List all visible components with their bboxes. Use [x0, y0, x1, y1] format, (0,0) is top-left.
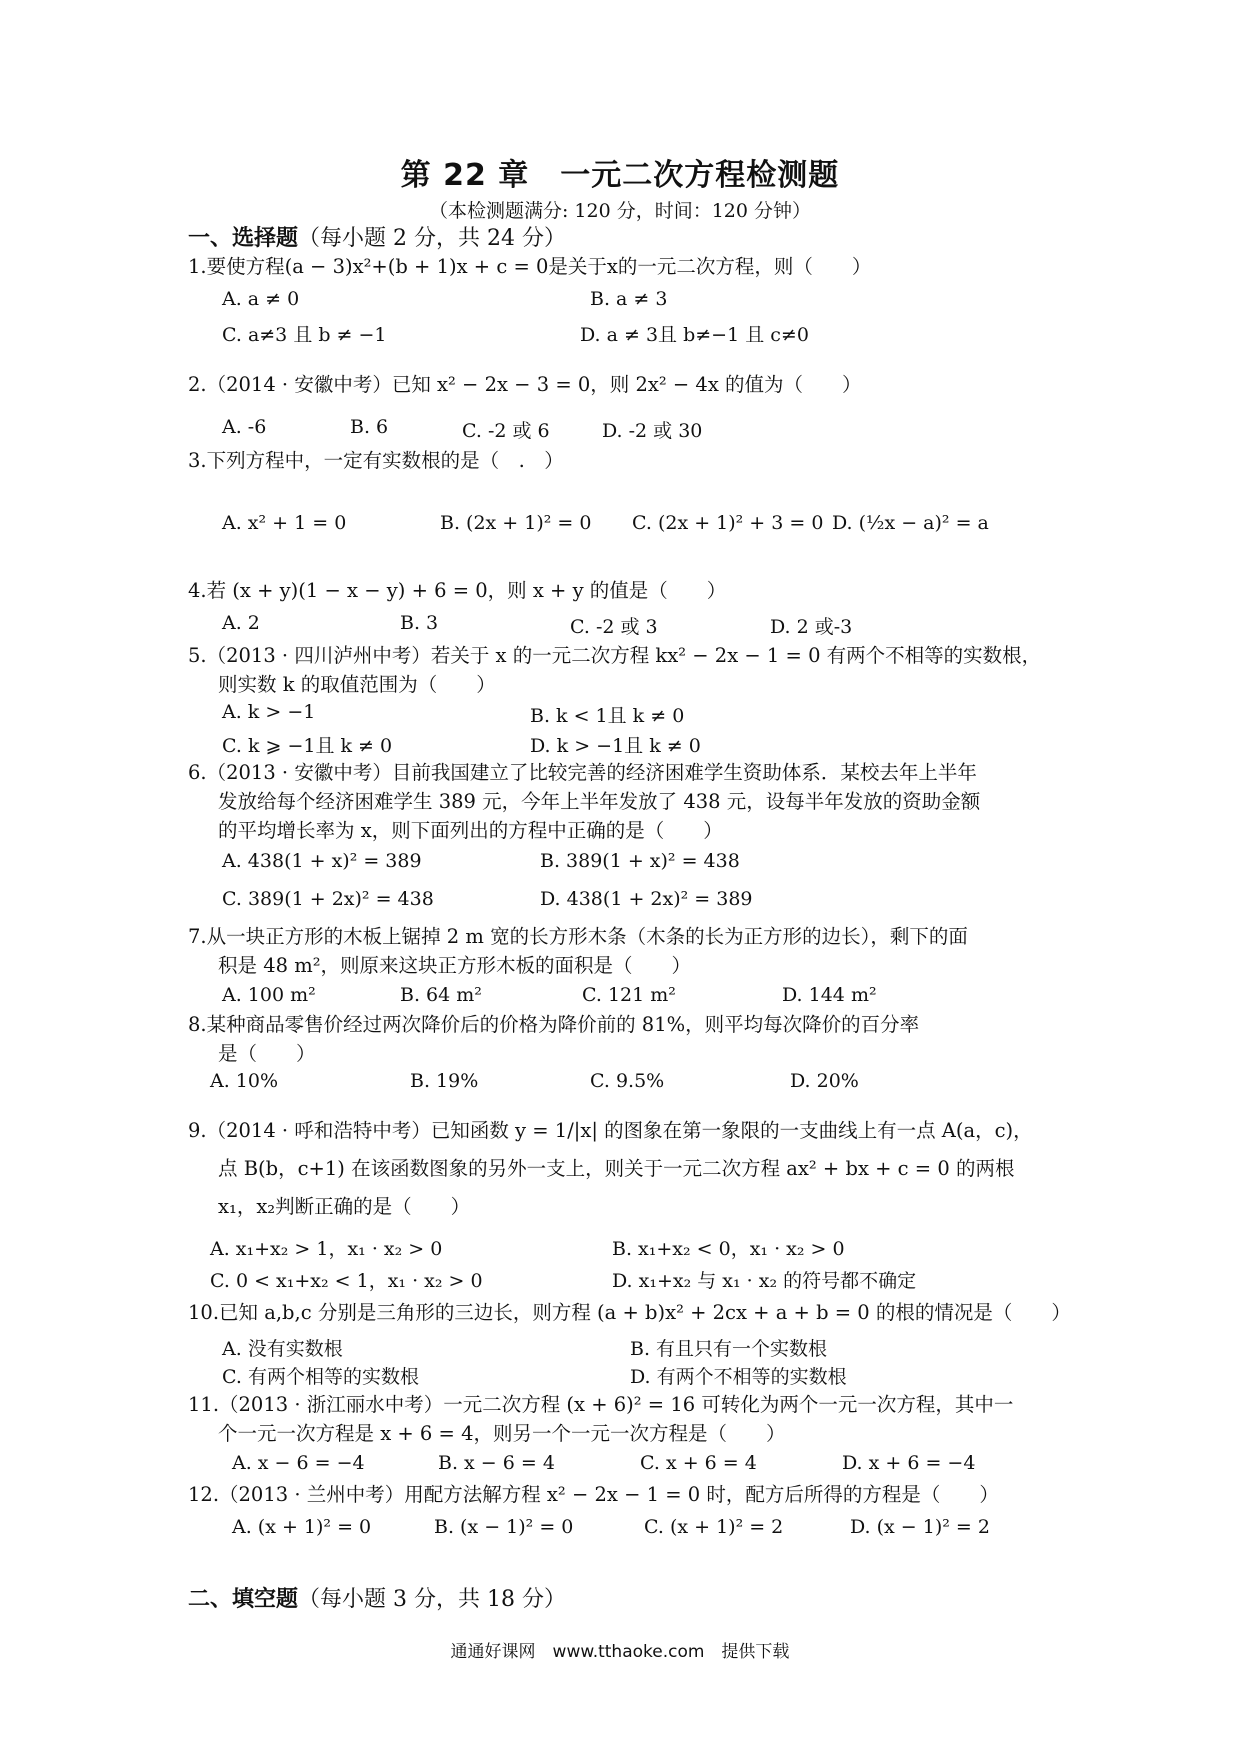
- section-label: 一、选择题: [188, 226, 299, 251]
- option-d: D. 438(1 + 2x)² = 389: [540, 888, 753, 910]
- option-c: C. 121 m²: [582, 984, 676, 1006]
- option-b: B. 389(1 + x)² = 438: [540, 850, 740, 872]
- option-d: D. -2 或 30: [602, 420, 703, 442]
- option-c: C. (x + 1)² = 2: [644, 1516, 784, 1538]
- option-b: B. 3: [400, 612, 439, 634]
- option-c: C. k ⩾ −1且 k ≠ 0: [222, 735, 393, 757]
- option-d: D. (x − 1)² = 2: [850, 1516, 990, 1538]
- option-d: D. 144 m²: [782, 984, 877, 1006]
- option-a: A. a ≠ 0: [222, 288, 300, 310]
- option-c: C. x + 6 = 4: [640, 1452, 757, 1474]
- page-title: 第 22 章 一元二次方程检测题: [400, 158, 840, 193]
- question-12: 12.（2013 · 兰州中考）用配方法解方程 x² − 2x − 1 = 0 时，配方后所得的方程是（ ）: [188, 1483, 999, 1506]
- option-d: D. 有两个不相等的实数根: [630, 1366, 847, 1388]
- section-note: （每小题 3 分，共 18 分）: [298, 1587, 566, 1612]
- section-choice-heading: [188, 221, 566, 252]
- option-a: A. 2: [222, 612, 260, 634]
- option-a: A. 10%: [210, 1070, 279, 1092]
- option-d: D. k > −1且 k ≠ 0: [530, 735, 701, 757]
- option-c: C. 0 < x₁+x₂ < 1，x₁ · x₂ > 0: [210, 1270, 483, 1292]
- question-3: 3.下列方程中，一定有实数根的是（ . ）: [188, 449, 564, 472]
- option-c: C. -2 或 3: [570, 616, 658, 638]
- question-5: 5.（2013 · 四川泸州中考）若关于 x 的一元二次方程 kx² − 2x − 1 = 0 有两个不相等的实数根， 则实数 k 的取值范围为（ ）: [188, 644, 1042, 696]
- option-b: B. 6: [350, 416, 389, 438]
- question-8: 8.某种商品零售价经过两次降价后的价格为降价前的 81%，则平均每次降价的百分率 是（ ）: [188, 1013, 920, 1065]
- option-b: B. x₁+x₂ < 0，x₁ · x₂ > 0: [612, 1238, 845, 1260]
- option-c: C. -2 或 6: [462, 420, 550, 442]
- option-b: B. (2x + 1)² = 0: [440, 512, 592, 534]
- section-fill-heading: [188, 1582, 566, 1613]
- section-label: 二、填空题: [188, 1587, 299, 1612]
- option-a: A. 438(1 + x)² = 389: [222, 850, 422, 872]
- option-a: A. x₁+x₂ > 1，x₁ · x₂ > 0: [210, 1238, 443, 1260]
- question-11: 11.（2013 · 浙江丽水中考）一元二次方程 (x + 6)² = 16 可转化为两个一元一次方程，其中一 个一元一次方程是 x + 6 = 4，则另一个一元一次方程是（ ）: [188, 1393, 1014, 1445]
- option-b: B. x − 6 = 4: [438, 1452, 555, 1474]
- question-10: 10.已知 a,b,c 分别是三角形的三边长，则方程 (a + b)x² + 2cx + a + b = 0 的根的情况是（ ）: [188, 1301, 1071, 1324]
- option-c: C. 9.5%: [590, 1070, 665, 1092]
- option-d: D. (½x − a)² = a: [832, 512, 989, 534]
- option-b: B. a ≠ 3: [590, 288, 668, 310]
- option-d: D. x + 6 = −4: [842, 1452, 976, 1474]
- option-d: D. 2 或-3: [770, 616, 853, 638]
- option-a: A. x² + 1 = 0: [222, 512, 347, 534]
- page-subtitle: （本检测题满分: 120 分，时间：120 分钟）: [428, 200, 812, 222]
- option-a: A. x − 6 = −4: [232, 1452, 365, 1474]
- option-a: A. 没有实数根: [222, 1338, 343, 1360]
- option-b: B. 64 m²: [400, 984, 482, 1006]
- question-4: 4.若 (x + y)(1 − x − y) + 6 = 0，则 x + y 的值是（ ）: [188, 579, 727, 602]
- question-2: 2.（2014 · 安徽中考）已知 x² − 2x − 3 = 0，则 2x² − 4x 的值为（ ）: [188, 373, 862, 396]
- section-note: （每小题 2 分，共 24 分）: [298, 226, 566, 251]
- page-footer: 通通好课网 www.tthaoke.com 提供下载: [450, 1642, 790, 1662]
- option-a: A. k > −1: [222, 701, 316, 723]
- option-a: A. -6: [222, 416, 267, 438]
- option-b: B. k < 1且 k ≠ 0: [530, 705, 685, 727]
- option-d: D. x₁+x₂ 与 x₁ · x₂ 的符号都不确定: [612, 1270, 917, 1292]
- option-d: D. 20%: [790, 1070, 859, 1092]
- question-6: 6.（2013 · 安徽中考）目前我国建立了比较完善的经济困难学生资助体系．某校去年上半年 发放给每个经济困难学生 389 元，今年上半年发放了 438 元，设每半年发放的资助金额 的平均增长率为 x，则下面列出的方程中正确的是（ ）: [188, 761, 981, 842]
- option-c: C. a≠3 且 b ≠ −1: [222, 324, 387, 346]
- option-c: C. 389(1 + 2x)² = 438: [222, 888, 434, 910]
- question-1: 1.要使方程(a − 3)x²+(b + 1)x + c = 0是关于x的一元二次方程，则（ ）: [188, 255, 872, 278]
- option-d: D. a ≠ 3且 b≠−1 且 c≠0: [580, 324, 809, 346]
- option-c: C. (2x + 1)² + 3 = 0: [632, 512, 824, 534]
- question-7: 7.从一块正方形的木板上锯掉 2 m 宽的长方形木条（木条的长为正方形的边长），剩下的面 积是 48 m²，则原来这块正方形木板的面积是（ ）: [188, 925, 968, 977]
- question-9: 9.（2014 · 呼和浩特中考）已知函数 y = 1/|x| 的图象在第一象限的一支曲线上有一点 A(a，c)， 点 B(b，c+1) 在该函数图象的另外一支上，则关于一元二次方程 ax² + bx + c = 0 的两根 x₁，x₂判断正确的是（ ）: [188, 1119, 1033, 1218]
- option-b: B. 19%: [410, 1070, 479, 1092]
- option-b: B. 有且只有一个实数根: [630, 1338, 828, 1360]
- option-a: A. 100 m²: [222, 984, 316, 1006]
- option-b: B. (x − 1)² = 0: [434, 1516, 574, 1538]
- option-a: A. (x + 1)² = 0: [232, 1516, 372, 1538]
- option-c: C. 有两个相等的实数根: [222, 1366, 419, 1388]
